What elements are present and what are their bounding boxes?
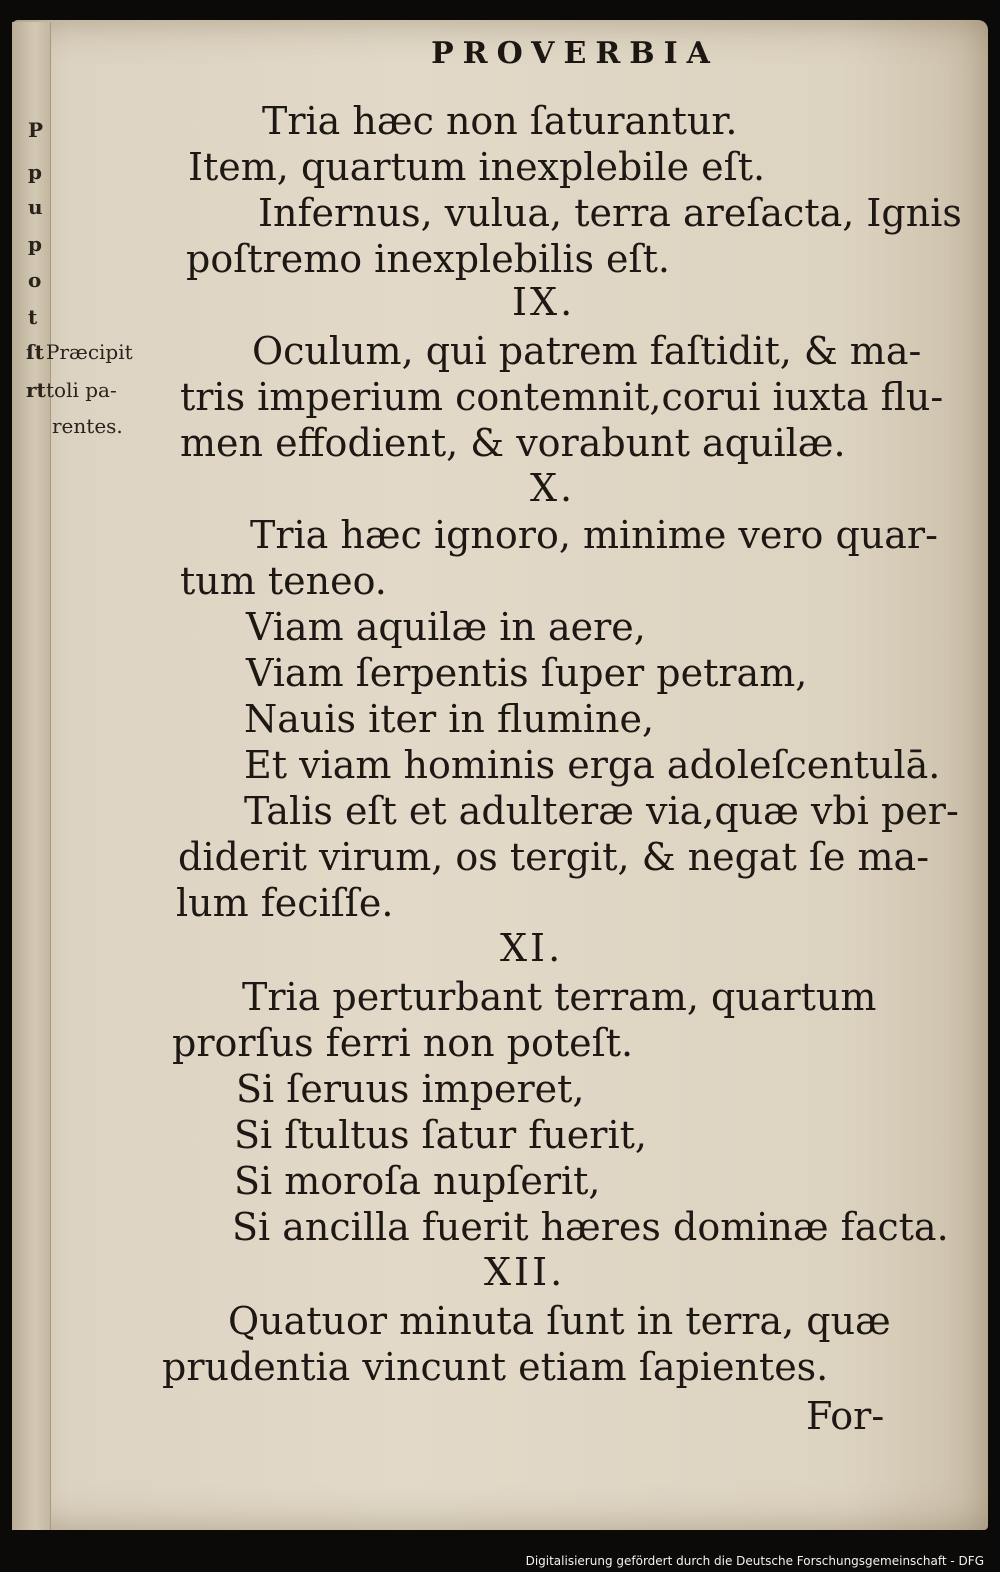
text-line: Viam ſerpentis ſuper petram, [246,651,808,695]
text-line: poſtremo inexplebilis eſt. [186,237,670,281]
text-line: Si ancilla fuerit hæres dominæ facta. [232,1205,949,1249]
text-line: Si ſtultus ſatur fuerit, [234,1113,647,1157]
text-line: Si ſeruus imperet, [236,1067,585,1111]
edge-letter: p [28,232,42,256]
edge-letter: p [28,160,42,184]
text-line: Et viam hominis erga adoleſcentulā. [244,743,941,787]
text-line: Tria hæc non ſaturantur. [262,99,738,143]
digitization-credit: Digitalisierung gefördert durch die Deutsche Forschungsgemeinschaft - DFG [525,1554,984,1568]
edge-letter: o [28,268,42,292]
chapter-numeral: XI. [500,926,564,970]
text-line: prudentia vincunt etiam ſapientes. [162,1345,829,1389]
text-line: Oculum, qui patrem faſtidit, & ma- [252,329,922,373]
text-line: Item, quartum inexplebile eſt. [188,145,766,189]
edge-letter: t [28,305,38,329]
text-line: Tria perturbant terram, quartum [242,975,877,1019]
margin-note-line: toli pa- [46,378,117,402]
chapter-numeral: IX. [512,280,576,324]
margin-note-line: rentes. [52,414,123,438]
margin-note-line: Præcipit [46,340,133,364]
text-line: tris imperium contemnit,corui iuxta flu- [180,375,944,419]
text-line: Viam aquilæ in aere, [246,605,646,649]
edge-letter: P [28,118,44,142]
text-line: Tria hæc ignoro, minime vero quar- [250,513,938,557]
text-line: diderit virum, os tergit, & negat ſe ma- [178,835,930,879]
text-line: Talis eſt et adulteræ via,quæ vbi per- [244,789,959,833]
text-line: men effodient, & vorabunt aquilæ. [180,421,846,465]
edge-letter: u [28,195,43,219]
catchword: For- [806,1394,885,1438]
text-line: lum feciſſe. [176,881,394,925]
text-line: prorſus ferri non poteſt. [172,1021,634,1065]
edge-letter: rt [26,378,46,402]
text-line: tum teneo. [180,559,387,603]
chapter-numeral: X. [530,466,576,510]
text-line: Nauis iter in flumine, [244,697,655,741]
running-header: PROVERBIA [431,36,719,71]
text-line: Infernus, vulua, terra areſacta, Ignis [258,191,962,235]
edge-letter: ſt [26,340,44,364]
text-line: Quatuor minuta ſunt in terra, quæ [228,1299,891,1343]
chapter-numeral: XII. [484,1250,566,1294]
text-line: Si moroſa nupſerit, [234,1159,601,1203]
